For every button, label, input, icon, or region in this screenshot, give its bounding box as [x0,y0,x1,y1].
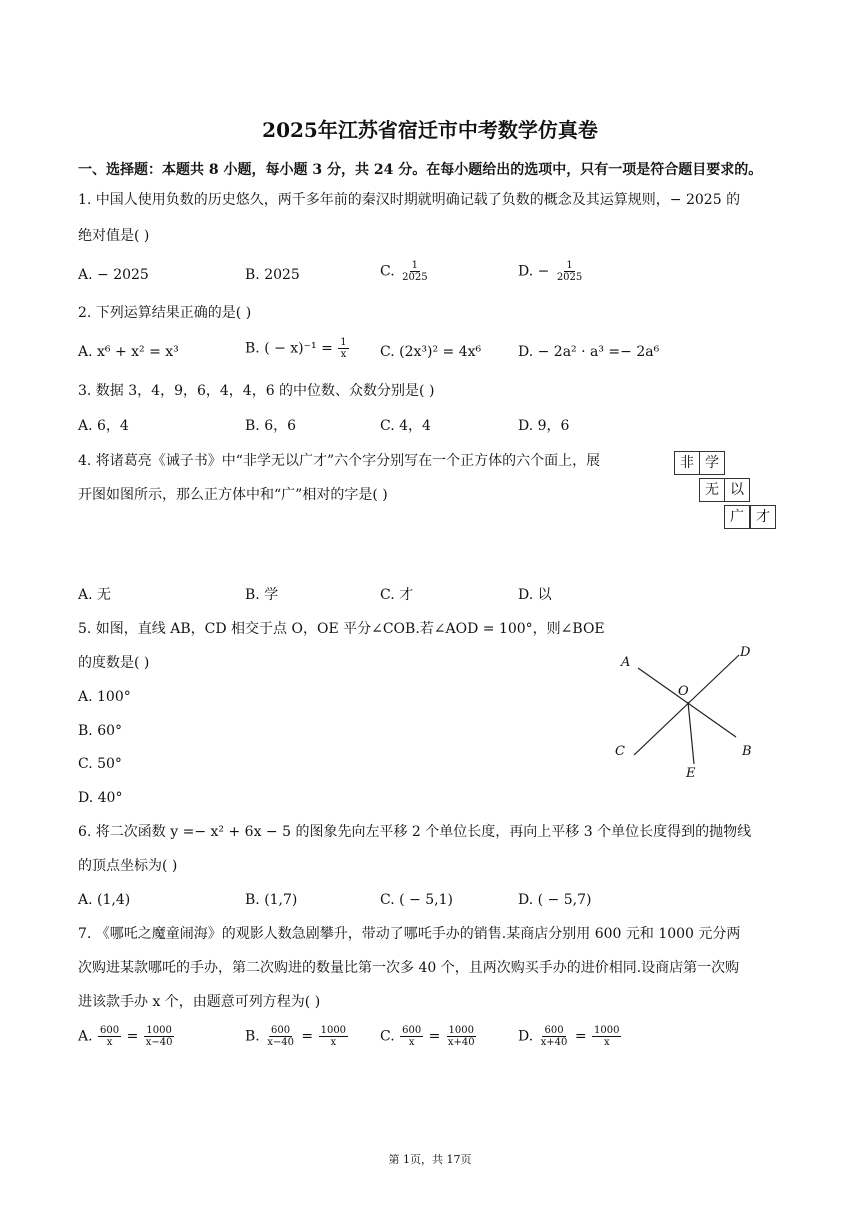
q1-option-b: B. 2025 [245,267,300,283]
page-footer: 第 1页，共 17页 [388,1153,472,1166]
q3-option-b: B. 6，6 [245,418,297,434]
label-e: E [686,766,696,781]
net-cell-cai: 才 [750,505,776,529]
q3-option-d: D. 9，6 [518,418,570,434]
q6-option-b: B. (1,7) [245,892,298,908]
q6-option-a: A. (1,4) [78,892,131,908]
label-a: A [621,655,631,670]
q3-option-c: C. 4，4 [380,418,431,434]
q7-stem-line3: 进该款手办 x 个，由题意可列方程为( ) [78,994,321,1010]
q4-option-a: A. 无 [78,587,112,603]
label-o: O [678,684,689,699]
q7-stem-line1: 7. 《哪吒之魔童闹海》的观影人数急剧攀升，带动了哪吒手办的销售.某商店分别用 600 元和 1000 元分两 [78,926,741,942]
cube-net-figure [674,451,780,531]
q2-option-d: D. − 2a² · a³ =− 2a⁶ [518,344,660,360]
q1-option-c: C. $\frac{1}{2025}$ [380,260,428,283]
q6-stem-line1: 6. 将二次函数 y =− x² + 6x − 5 的图象先向左平移 2 个单位长度，再向上平移 3 个单位长度得到的抛物线 [78,824,752,840]
net-cell-guang: 广 [724,505,750,529]
q5-option-b: B. 60° [78,723,123,739]
q4-option-b: B. 学 [245,587,279,603]
net-cell-wu: 无 [699,478,725,502]
q5-option-d: D. 40° [78,790,123,806]
q5-stem-line2: 的度数是( ) [78,655,150,671]
q6-option-c: C. ( − 5,1) [380,892,453,908]
q1-option-a: A. − 2025 [78,267,149,283]
q1-option-d: D. − $\frac{1}{2025}$ [518,260,583,283]
q2-stem: 2. 下列运算结果正确的是( ) [78,305,252,321]
q4-stem-line2: 开图如图所示，那么正方体中和“广”相对的字是( ) [78,487,388,503]
q7-option-d: D. $\frac{600}{x+40}$ = $\frac{1000}{x}$ [518,1025,620,1048]
q5-option-c: C. 50° [78,756,122,772]
q2-option-b: B. ( − x)⁻¹ = $\frac{1}{x}$ [245,337,347,360]
q4-option-d: D. 以 [518,587,552,603]
q7-option-c: C. $\frac{600}{x}$ = $\frac{1000}{x+40}$ [380,1025,475,1048]
label-b: B [742,744,752,759]
q5-stem-line1: 5. 如图，直线 AB，CD 相交于点 O，OE 平分∠COB.若∠AOD = 100°，则∠BOE [78,621,605,637]
q3-option-a: A. 6，4 [78,418,129,434]
net-cell-yi: 以 [724,478,750,502]
label-d: D [740,645,751,660]
q2-option-c: C. (2x³)² = 4x⁶ [380,344,482,360]
section-heading: 一、选择题：本题共 8 小题，每小题 3 分，共 24 分。在每小题给出的选项中，只有一项是符合题目要求的。 [78,162,763,178]
q1-stem-line1: 1. 中国人使用负数的历史悠久，两千多年前的秦汉时期就明确记载了负数的概念及其运算规则，− 2025 的 [78,192,741,208]
net-cell-fei: 非 [674,451,700,475]
q7-option-b: B. $\frac{600}{x-40}$ = $\frac{1000}{x}$ [245,1025,347,1048]
q1-stem-line2: 绝对值是( ) [78,228,150,244]
q2-option-a: A. x⁶ + x² = x³ [78,344,179,360]
angle-figure [608,640,768,785]
q7-stem-line2: 次购进某款哪吒的手办，第二次购进的数量比第一次多 40 个，且两次购买手办的进价相同.设商店第一次购 [78,960,740,976]
ray-oe [688,702,694,764]
q5-option-a: A. 100° [78,689,131,705]
q6-stem-line2: 的顶点坐标为( ) [78,858,178,874]
label-c: C [615,744,625,759]
q4-option-c: C. 才 [380,587,414,603]
q3-stem: 3. 数据 3，4，9，6，4，4，6 的中位数、众数分别是( ) [78,383,435,399]
q4-stem-line1: 4. 将诸葛亮《诫子书》中“非学无以广才”六个字分别写在一个正方体的六个面上，展 [78,453,601,469]
line-cd [634,655,739,755]
line-ab [638,668,736,737]
net-cell-xue: 学 [699,451,725,475]
q6-option-d: D. ( − 5,7) [518,892,592,908]
q7-option-a: A. $\frac{600}{x}$ = $\frac{1000}{x-40}$ [78,1025,173,1048]
page-title: 2025年江苏省宿迁市中考数学仿真卷 [262,118,598,142]
